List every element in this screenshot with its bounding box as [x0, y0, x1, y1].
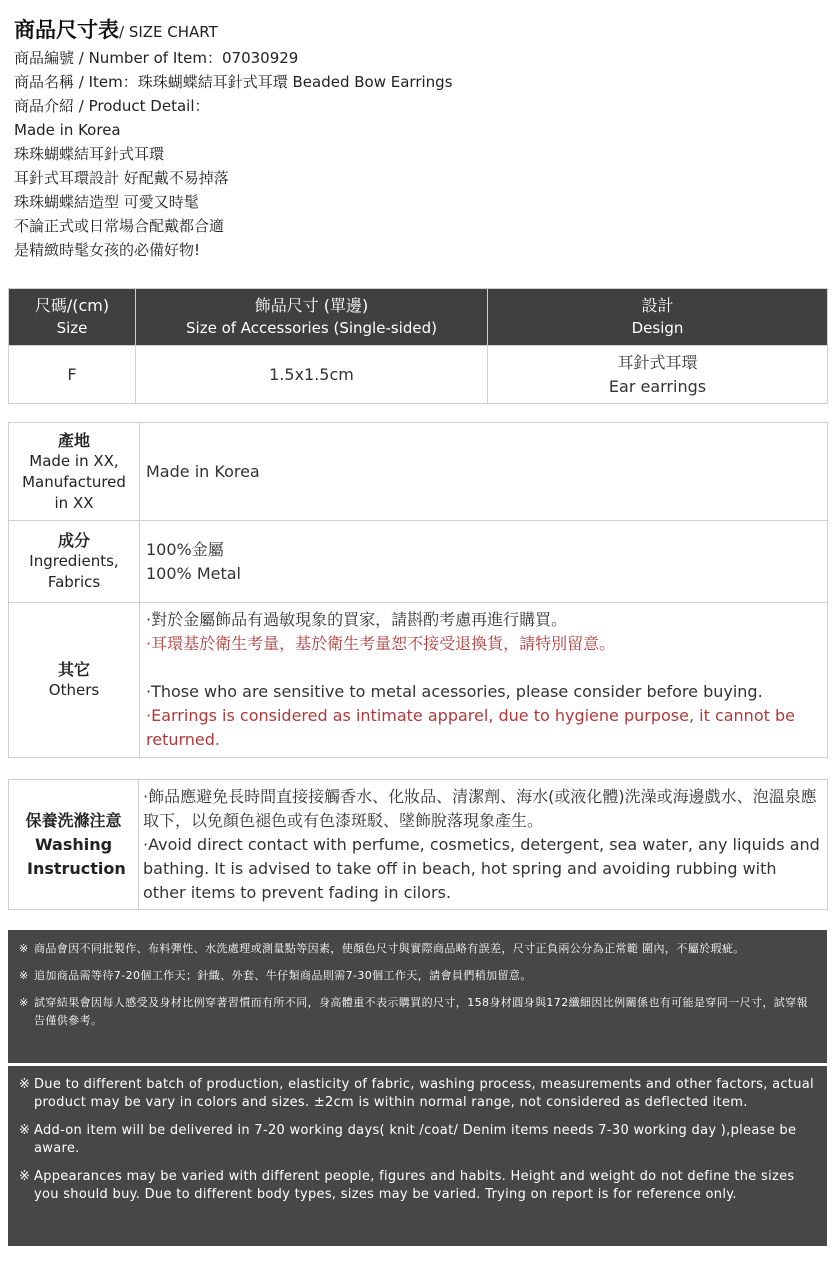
care-row — [9, 780, 828, 910]
others-en-1: ·Those who are sensitive to metal acessories, please consider before buying. — [146, 682, 763, 701]
header-design — [488, 289, 828, 346]
detail-table — [8, 422, 828, 758]
note-text: 追加商品需等待7-20個工作天；針織、外套、牛仔類商品則需7-30個工作天，請會員們稍加留意。 — [34, 969, 532, 982]
note-text: Due to different batch of production, elasticity of fabric, washing process, measurements and other factors, actual product may be vary in colors and sizes. ±2cm is within normal range, not considered as deflected item. — [34, 1077, 814, 1110]
origin-row — [9, 423, 828, 521]
care-label — [9, 780, 139, 910]
product-header — [14, 14, 824, 262]
note-item — [16, 1168, 817, 1204]
note-mark-icon: ※ — [19, 969, 29, 982]
cell-accessory-size: 1.5x1.5cm — [136, 346, 488, 404]
origin-label — [9, 423, 140, 521]
note-mark-icon: ※ — [19, 1169, 31, 1184]
note-mark-icon: ※ — [19, 1077, 31, 1092]
design-cn: 耳針式耳環 — [617, 352, 698, 372]
others-row — [9, 603, 828, 758]
notes-english — [8, 1066, 827, 1246]
note-text: Appearances may be varied with different people, figures and habits. Height and weight do not define the sizes you should buy. Due to different body types, sizes may be varied. Trying on report is for reference only. — [34, 1169, 795, 1202]
note-text: 商品會因不同批製作、布料彈性、水洗處理或測量點等因素，使顏色尺寸與實際商品略有誤差，尺寸正負兩公分為正常範 圍內，不屬於瑕疵。 — [34, 942, 745, 955]
others-value — [140, 603, 828, 758]
title-main: 商品尺寸表 — [14, 18, 119, 42]
origin-label-cn: 產地 — [57, 430, 90, 450]
others-label — [9, 603, 140, 758]
care-label-cn: 保養洗滌注意 — [25, 810, 122, 830]
header-size-cn: 尺碼/(cm) — [34, 296, 110, 315]
header-accessory-size — [136, 289, 488, 346]
design-en: Ear earrings — [608, 376, 707, 396]
ingredients-value — [140, 521, 828, 603]
origin-label-en: Made in XX, Manufactured in XX — [22, 451, 126, 512]
care-label-en: Washing Instruction — [27, 834, 126, 878]
size-table — [8, 288, 828, 404]
detail-line: 珠珠蝴蝶結耳針式耳環 — [14, 145, 165, 163]
notes-chinese — [8, 930, 827, 1063]
ingredients-label-en: Ingredients, Fabrics — [29, 552, 119, 591]
ingredients-cn: 100%金屬 — [146, 539, 224, 559]
care-text-cn: ·飾品應避免長時間直接接觸香水、化妝品、清潔劑、海水(或液化體)洗澡或海邊戲水、泡溫泉應取下，以免顏色褪色或有色漆斑駁、墜飾脫落現象產生。 — [143, 786, 817, 830]
size-table-row — [9, 346, 828, 404]
note-text: 試穿結果會因每人感受及身材比例穿著習慣而有所不同，身高體重不表示購買的尺寸，158身材圓身與172纖細因比例關係也有可能是穿同一尺寸，試穿報告僅供參考。 — [34, 996, 808, 1027]
header-size-en: Size — [56, 319, 88, 337]
others-cn-1: ·對於金屬飾品有過敏現象的買家，請斟酌考慮再進行購買。 — [146, 610, 568, 629]
cell-design — [488, 346, 828, 404]
note-mark-icon: ※ — [19, 996, 29, 1009]
header-design-cn: 設計 — [641, 296, 674, 315]
ingredients-row — [9, 521, 828, 603]
size-table-header-row — [9, 289, 828, 346]
origin-value: Made in Korea — [140, 423, 828, 521]
ingredients-label-cn: 成分 — [57, 531, 90, 550]
note-item — [16, 967, 817, 985]
detail-line: 是精緻時髦女孩的必備好物! — [14, 241, 201, 259]
ingredients-label — [9, 521, 140, 603]
item-number: 商品編號 / Number of Item：07030929 — [14, 49, 299, 67]
detail-line: Made in Korea — [14, 121, 121, 139]
care-value — [139, 780, 828, 910]
header-size — [9, 289, 136, 346]
care-text-en: ·Avoid direct contact with perfume, cosmetics, detergent, sea water, any liquids and bathing. It is advised to take off in beach, hot spring and avoiding rubbing with other items to prevent fading in cilors. — [143, 834, 820, 902]
note-item — [16, 994, 817, 1030]
detail-line: 不論正式或日常場合配戴都合適 — [14, 217, 225, 235]
cell-size: F — [9, 346, 136, 404]
note-mark-icon: ※ — [19, 1123, 31, 1138]
title-sub: / SIZE CHART — [119, 23, 218, 41]
care-table — [8, 779, 828, 910]
others-label-en: Others — [48, 681, 100, 699]
header-accessory-en: Size of Accessories (Single-sided) — [186, 319, 437, 337]
others-en-2: ·Earrings is considered as intimate apparel, due to hygiene purpose, it cannot be returned. — [146, 706, 795, 749]
header-design-en: Design — [631, 319, 684, 337]
others-label-cn: 其它 — [57, 660, 90, 679]
item-name: 商品名稱 / Item：珠珠蝴蝶結耳針式耳環 Beaded Bow Earrings — [14, 73, 453, 91]
spacer — [146, 656, 823, 680]
others-cn-2: ·耳環基於衛生考量，基於衛生考量恕不接受退換貨，請特別留意。 — [146, 634, 616, 653]
note-text: Add-on item will be delivered in 7-20 working days( knit /coat/ Denim items needs 7-30 working day ),please be aware. — [34, 1123, 797, 1156]
detail-line: 珠珠蝴蝶結造型 可愛又時髦 — [14, 193, 199, 211]
header-accessory-cn: 飾品尺寸 (單邊) — [254, 296, 369, 315]
ingredients-en: 100% Metal — [146, 563, 241, 583]
product-detail-label: 商品介紹 / Product Detail： — [14, 97, 210, 115]
page-title — [14, 14, 824, 46]
note-item — [16, 940, 817, 958]
note-mark-icon: ※ — [19, 942, 29, 955]
note-item — [16, 1122, 817, 1158]
detail-line: 耳針式耳環設計 好配戴不易掉落 — [14, 169, 229, 187]
note-item — [16, 1076, 817, 1112]
